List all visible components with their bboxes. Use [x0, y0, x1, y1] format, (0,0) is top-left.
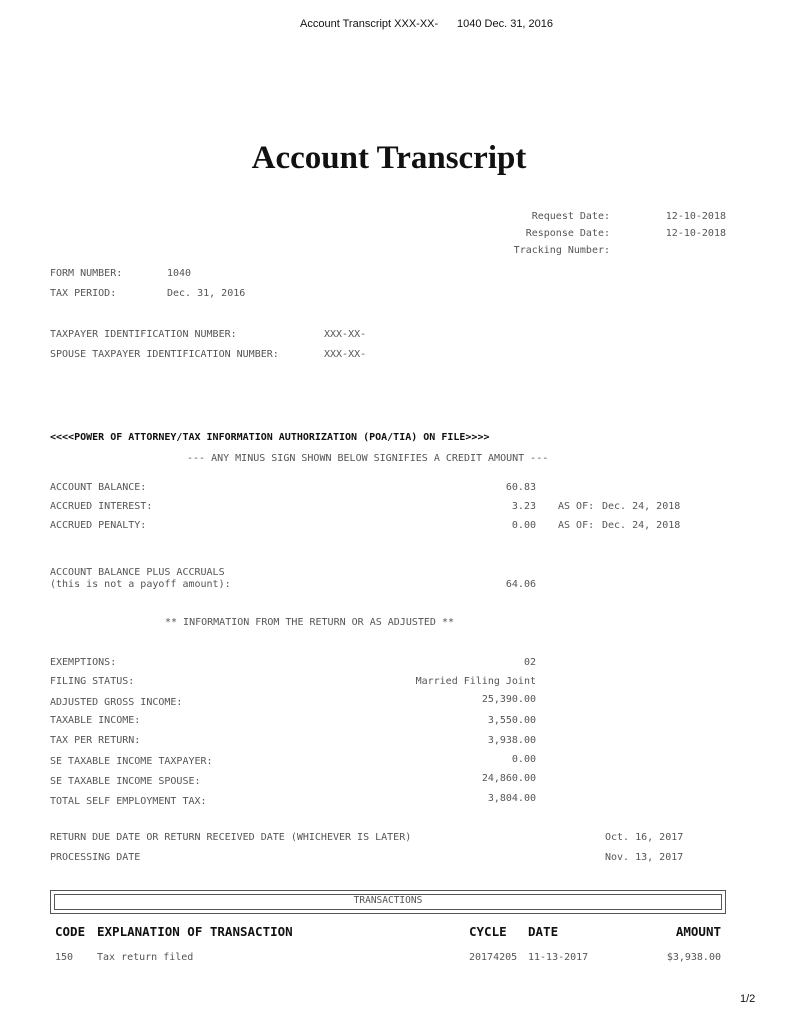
tax-per-return-value: 3,938.00: [487, 735, 536, 746]
accrued-interest-asof-date: Dec. 24, 2018: [602, 501, 681, 512]
taxpayer-tin-label: TAXPAYER IDENTIFICATION NUMBER:: [50, 329, 237, 340]
return-info-heading: ** INFORMATION FROM THE RETURN OR AS ADJUSTED **: [165, 617, 454, 628]
accrued-penalty-value: 0.00: [511, 520, 536, 531]
agi-value: 25,390.00: [481, 694, 536, 705]
agi-label: ADJUSTED GROSS INCOME:: [50, 697, 183, 708]
se-income-taxpayer-value: 0.00: [511, 754, 536, 765]
due-date-value: Oct. 16, 2017: [605, 832, 684, 843]
request-date-label: Request Date:: [531, 211, 610, 222]
accrued-interest-value: 3.23: [511, 501, 536, 512]
spouse-tin-value: XXX-XX-: [324, 349, 367, 360]
accrued-penalty-label: ACCRUED PENALTY:: [50, 520, 147, 531]
spouse-tin-label: SPOUSE TAXPAYER IDENTIFICATION NUMBER:: [50, 349, 279, 360]
form-number-label: FORM NUMBER:: [50, 268, 123, 279]
transactions-title: TRANSACTIONS: [353, 895, 423, 906]
page-number: 1/2: [740, 993, 756, 1005]
request-date-value: 12-10-2018: [665, 211, 726, 222]
transaction-amount: $3,938.00: [666, 952, 721, 963]
se-income-spouse-value: 24,860.00: [481, 773, 536, 784]
accrued-penalty-asof-date: Dec. 24, 2018: [602, 520, 681, 531]
account-balance-label: ACCOUNT BALANCE:: [50, 482, 147, 493]
page-title: Account Transcript: [251, 140, 527, 176]
col-header-code: CODE: [55, 924, 86, 939]
filing-status-value: Married Filing Joint: [415, 676, 536, 687]
taxpayer-tin-value: XXX-XX-: [324, 329, 367, 340]
tax-period-label: TAX PERIOD:: [50, 288, 117, 299]
plus-accruals-label-line2: (this is not a payoff amount):: [50, 579, 231, 590]
se-income-spouse-label: SE TAXABLE INCOME SPOUSE:: [50, 776, 201, 787]
se-income-taxpayer-label: SE TAXABLE INCOME TAXPAYER:: [50, 756, 213, 767]
transaction-date: 11-13-2017: [528, 952, 589, 963]
col-header-cycle: CYCLE: [469, 924, 507, 939]
total-se-tax-value: 3,804.00: [487, 793, 536, 804]
plus-accruals-label-line1: ACCOUNT BALANCE PLUS ACCRUALS: [50, 567, 225, 578]
form-number-value: 1040: [167, 268, 192, 279]
transaction-explanation: Tax return filed: [97, 952, 194, 963]
taxable-income-label: TAXABLE INCOME:: [50, 715, 141, 726]
col-header-date: DATE: [528, 924, 559, 939]
transactions-header-box: [50, 890, 726, 914]
plus-accruals-value: 64.06: [505, 579, 536, 590]
response-date-label: Response Date:: [525, 228, 610, 239]
tracking-number-label: Tracking Number:: [513, 245, 610, 256]
minus-sign-notice: --- ANY MINUS SIGN SHOWN BELOW SIGNIFIES A CREDIT AMOUNT ---: [187, 453, 549, 464]
processing-date-label: PROCESSING DATE: [50, 852, 141, 863]
processing-date-value: Nov. 13, 2017: [605, 852, 684, 863]
col-header-amount: AMOUNT: [675, 924, 721, 939]
col-header-explanation: EXPLANATION OF TRANSACTION: [97, 924, 293, 939]
exemptions-label: EXEMPTIONS:: [50, 657, 117, 668]
transaction-cycle: 20174205: [469, 952, 518, 963]
response-date-value: 12-10-2018: [665, 228, 726, 239]
accrued-interest-label: ACCRUED INTEREST:: [50, 501, 153, 512]
filing-status-label: FILING STATUS:: [50, 676, 135, 687]
transaction-code: 150: [55, 952, 74, 963]
page-header-right: 1040 Dec. 31, 2016: [457, 18, 554, 30]
exemptions-value: 02: [523, 657, 536, 668]
tax-per-return-label: TAX PER RETURN:: [50, 735, 141, 746]
accrued-interest-asof-label: AS OF:: [558, 501, 595, 512]
total-se-tax-label: TOTAL SELF EMPLOYMENT TAX:: [50, 796, 207, 807]
taxable-income-value: 3,550.00: [487, 715, 536, 726]
page-header-left: Account Transcript XXX-XX-: [300, 18, 439, 30]
account-balance-value: 60.83: [505, 482, 536, 493]
tax-period-value: Dec. 31, 2016: [167, 288, 246, 299]
due-date-label: RETURN DUE DATE OR RETURN RECEIVED DATE (WHICHEVER IS LATER): [50, 832, 412, 843]
accrued-penalty-asof-label: AS OF:: [558, 520, 595, 531]
poa-notice: <<<<POWER OF ATTORNEY/TAX INFORMATION AUTHORIZATION (POA/TIA) ON FILE>>>>: [50, 432, 490, 443]
